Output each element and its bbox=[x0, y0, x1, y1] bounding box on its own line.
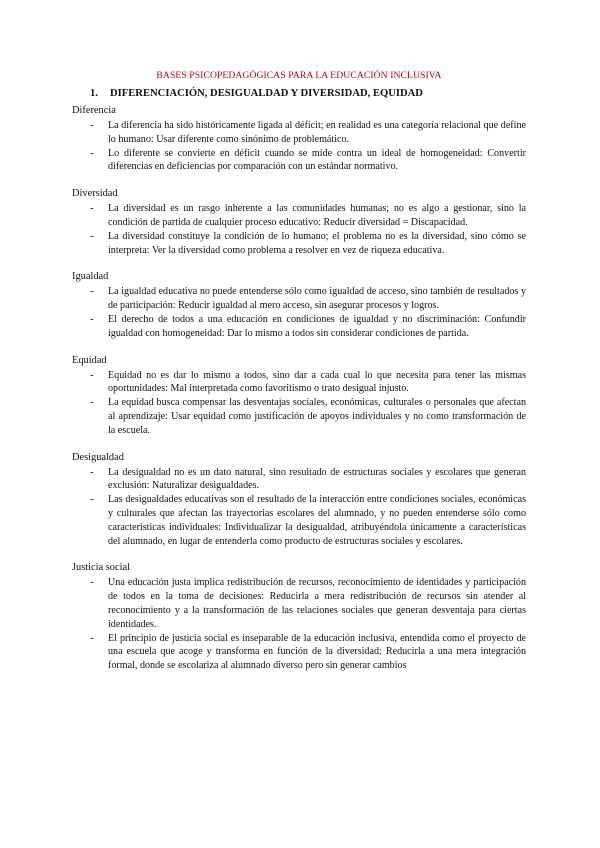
list-item bbox=[72, 369, 526, 397]
list-item-text: La diversidad es un rasgo inherente a las comunidades humanas; no es algo a gestionar, sino la condición de partida de cualquier proceso educativo: Reducir diversidad = Discapacidad. bbox=[108, 203, 526, 228]
concept-group bbox=[72, 451, 526, 549]
group-title: Diversidad bbox=[72, 188, 118, 200]
dash-bullet: - bbox=[90, 147, 94, 159]
list-item bbox=[72, 493, 526, 548]
list-item-text: Equidad no es dar lo mismo a todos, sino dar a cada cual lo que necesita para tener las mismas oportunidades: Mal interpretada como favoritismo o trato desigual injusto. bbox=[108, 369, 526, 395]
list-item-text: El derecho de todos a una educación en condiciones de igualdad y no discriminación: Confundir igualdad con homogeneidad: Dar lo mismo a todos sin considerar condiciones de partida. bbox=[108, 313, 526, 339]
list-item bbox=[72, 285, 526, 313]
list-item bbox=[72, 466, 526, 494]
dash-bullet: - bbox=[90, 577, 94, 589]
list-item bbox=[72, 147, 526, 175]
bullet-list bbox=[72, 466, 526, 549]
dash-bullet: - bbox=[90, 230, 94, 242]
list-item bbox=[72, 202, 526, 230]
dash-bullet: - bbox=[90, 632, 94, 644]
group-title: Desigualdad bbox=[72, 451, 124, 463]
group-title: Diferencia bbox=[72, 105, 116, 116]
section-number: 1. bbox=[90, 88, 98, 99]
bullet-list bbox=[72, 202, 526, 257]
dash-bullet: - bbox=[90, 397, 94, 409]
group-title: Justicia social bbox=[72, 562, 131, 574]
document-title: BASES PSICOPEDAGÓGICAS PARA LA EDUCACIÓN INCLUSIVA bbox=[156, 70, 442, 81]
list-item bbox=[72, 576, 526, 631]
concept-group bbox=[72, 354, 526, 438]
dash-bullet: - bbox=[90, 203, 94, 215]
list-item-text: La desigualdad no es un dato natural, sino resultado de estructuras sociales y escolares que generan exclusión: Naturalizar desigualdades. bbox=[108, 466, 526, 492]
concept-group bbox=[72, 187, 526, 257]
dash-bullet: - bbox=[90, 494, 94, 506]
bullet-list bbox=[72, 285, 526, 340]
list-item-text: La diferencia ha sido históricamente ligada al déficit; en realidad es una categoría relacional que define lo humano: Usar diferente como sinónimo de problemático. bbox=[108, 120, 526, 145]
bullet-list bbox=[72, 119, 526, 174]
bullet-list bbox=[72, 576, 526, 673]
bullet-list bbox=[72, 369, 526, 438]
dash-bullet: - bbox=[90, 286, 94, 298]
list-item-text: La igualdad educativa no puede entenderse sólo como igualdad de acceso, sino también de resultados y de participación: Reducir igualdad al mero acceso, sin asegurar procesos y logros. bbox=[108, 286, 526, 312]
list-item-text: La equidad busca compensar las desventajas sociales, económicas, culturales o personales que afectan al aprendizaje: Usar equidad como justificación de apoyos individuales y no como transformación de la escuela. bbox=[108, 397, 526, 436]
concept-groups bbox=[72, 104, 526, 673]
document-page bbox=[72, 70, 526, 686]
group-title: Equidad bbox=[72, 354, 107, 366]
list-item-text: Lo diferente se convierte en déficit cuando se mide contra un ideal de homogeneidad: Convertir diferencias en deficiencias por comparación con un estándar normativo. bbox=[108, 147, 526, 173]
dash-bullet: - bbox=[90, 369, 94, 381]
concept-group bbox=[72, 104, 526, 174]
list-item-text: El principio de justicia social es inseparable de la educación inclusiva, entendida como el proyecto de una escuela que acoge y transforma en función de la diversidad: Reducirla a una mera integración formal, donde se escolariza al alumnado diverso pero sin generar cambios bbox=[108, 632, 526, 672]
list-item-text: La diversidad constituye la condición de lo humano; el problema no es la diversidad, sino cómo se interpreta: Ver la diversidad como problema a resolver en vez de riqueza educativa. bbox=[108, 230, 526, 256]
group-title: Igualdad bbox=[72, 271, 109, 283]
list-item bbox=[72, 313, 526, 341]
section-heading-text: DIFERENCIACIÓN, DESIGUALDAD Y DIVERSIDAD, EQUIDAD bbox=[110, 88, 423, 99]
list-item bbox=[72, 119, 526, 147]
dash-bullet: - bbox=[90, 120, 94, 131]
concept-group bbox=[72, 561, 526, 673]
list-item bbox=[72, 396, 526, 437]
concept-group bbox=[72, 270, 526, 340]
list-item bbox=[72, 230, 526, 258]
list-item-text: Una educación justa implica redistribución de recursos, reconocimiento de identidades y participación de todos en la toma de decisiones: Reducirla a mera redistribución de recursos sin atender al reconocimiento y a la transformación de las relaciones sociales que generan desventaja para ciertas identidades. bbox=[108, 577, 526, 630]
list-item-text: Las desigualdades educativas son el resultado de la interacción entre condiciones sociales, económicas y culturales que afectan las trayectorias escolares del alumnado, y no pueden entenderse sólo como características individuales: Individualizar la desigualdad, atribuyéndola únicamente a características del alumnado, en lugar de entenderla como producto de estructuras sociales y escolares. bbox=[108, 494, 526, 547]
dash-bullet: - bbox=[90, 466, 94, 478]
list-item bbox=[72, 632, 526, 673]
section-heading bbox=[90, 87, 526, 100]
dash-bullet: - bbox=[90, 313, 94, 325]
